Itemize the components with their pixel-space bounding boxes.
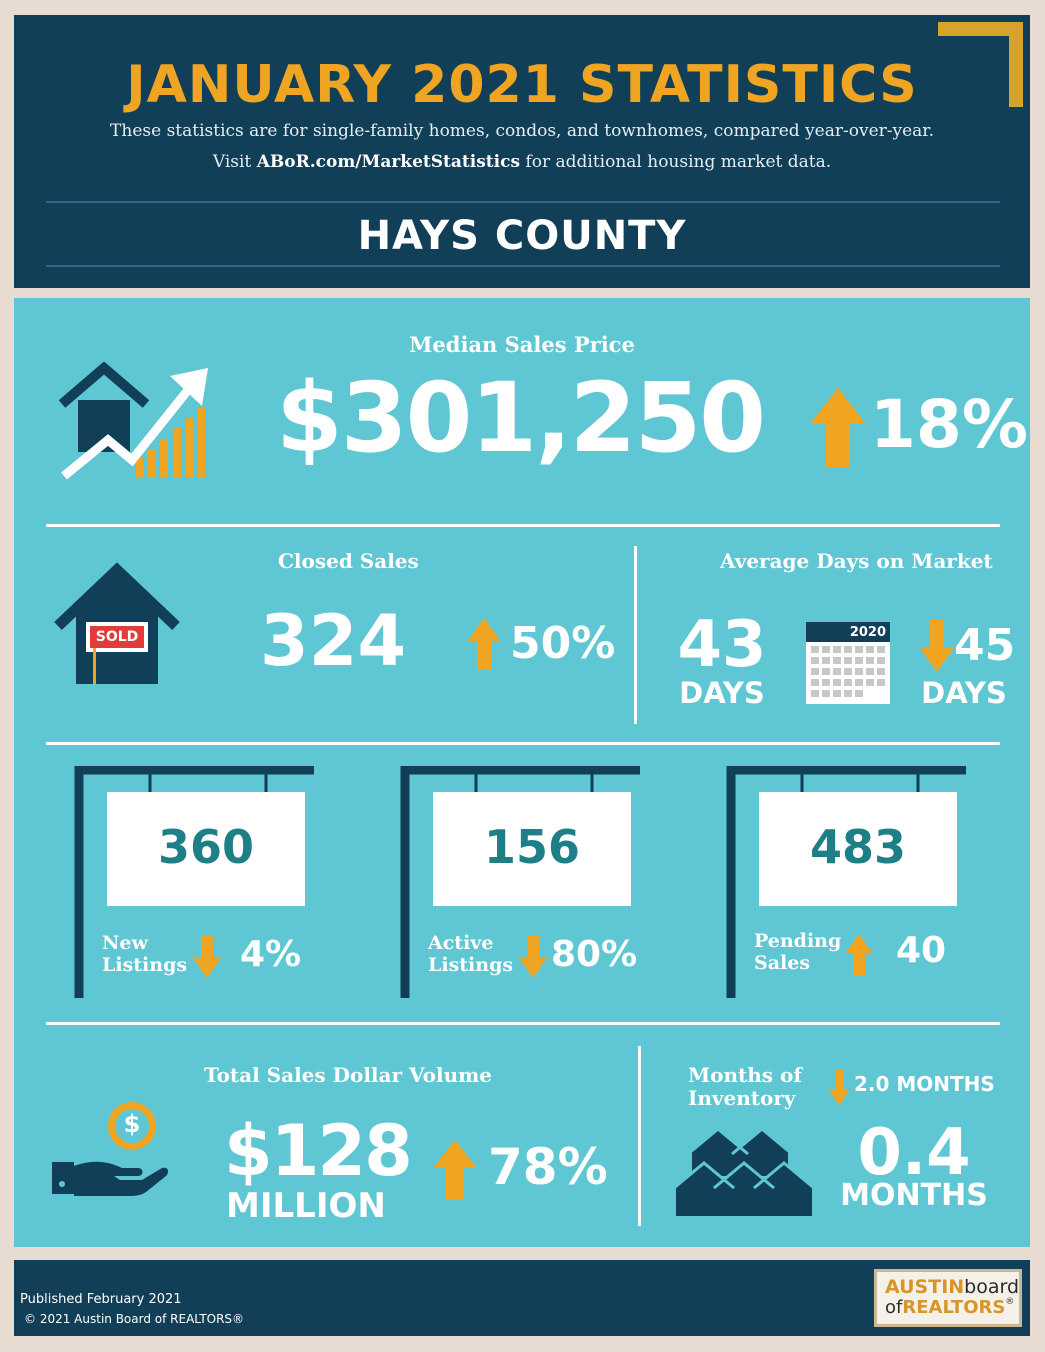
pending-sales-change: 40 (896, 930, 947, 971)
pending-sales-value: 483 (809, 820, 907, 874)
logo-realtors: REALTORS (902, 1297, 1006, 1318)
subtitle-visit: Visit (212, 152, 252, 172)
arrow-up-icon (808, 388, 868, 472)
footer (14, 1260, 1030, 1336)
houses-icon (674, 1126, 814, 1222)
pending-sales-label-2: Sales (754, 952, 811, 974)
logo-of: of (885, 1297, 903, 1318)
months-inventory-change: 2.0 MONTHS (854, 1072, 995, 1096)
austin-board-logo[interactable] (874, 1269, 1022, 1327)
arrow-down-icon (192, 936, 222, 982)
logo-registered: ® (1005, 1297, 1015, 1307)
active-listings-card (400, 766, 650, 998)
active-listings-label-1: Active (428, 932, 494, 954)
section-divider-1 (46, 524, 1000, 527)
months-inventory-label-1: Months of (688, 1063, 802, 1087)
new-listings-change: 4% (240, 934, 302, 975)
dollar-volume-value: $128 (224, 1110, 411, 1192)
market-statistics-link[interactable]: ABoR.com/MarketStatistics (256, 152, 521, 172)
section-divider-vertical-1 (634, 546, 637, 724)
arrow-up-icon (432, 1140, 478, 1204)
subtitle-rest: for additional housing market data. (525, 152, 832, 172)
active-listings-change: 80% (551, 934, 638, 975)
copyright: © 2021 Austin Board of REALTORS® (24, 1312, 245, 1326)
median-sales-price-value: $301,250 (276, 362, 765, 474)
median-sales-price-change: 18% (870, 386, 1028, 463)
new-listings-label-1: New (102, 932, 148, 954)
new-listings-card (74, 766, 324, 998)
days-on-market-label: Average Days on Market (720, 549, 993, 573)
statistics-panel (14, 298, 1030, 1247)
published-date: Published February 2021 (20, 1292, 182, 1307)
arrow-down-icon (518, 936, 548, 982)
active-listings-value: 156 (483, 820, 581, 874)
logo-austin: AUSTIN (885, 1276, 965, 1298)
section-divider-3 (46, 1022, 1000, 1025)
logo-line-2 (885, 1297, 1014, 1318)
days-on-market-value: 43 (677, 608, 767, 682)
coin-dollar-sign: $ (123, 1110, 141, 1138)
money-hand-icon (50, 1098, 170, 1202)
county-title: HAYS COUNTY (357, 213, 687, 259)
closed-sales-value: 324 (260, 600, 407, 682)
new-listings-label-2: Listings (102, 954, 188, 976)
logo-board: board (964, 1276, 1020, 1298)
section-divider-2 (46, 742, 1000, 745)
arrow-down-icon (919, 620, 955, 676)
months-inventory-label-2: Inventory (688, 1086, 796, 1110)
closed-sales-label: Closed Sales (278, 549, 419, 573)
dollar-volume-label: Total Sales Dollar Volume (204, 1063, 493, 1087)
house-growth-icon (58, 362, 218, 486)
median-sales-price-label: Median Sales Price (409, 332, 635, 357)
calendar-icon (806, 622, 890, 704)
dollar-volume-change: 78% (488, 1138, 608, 1196)
calendar-year: 2020 (849, 625, 886, 640)
header-banner (14, 15, 1030, 288)
days-on-market-change-unit: DAYS (921, 676, 1007, 710)
pending-sales-card (726, 766, 976, 998)
pending-sales-label-1: Pending (754, 930, 842, 952)
active-listings-label-2: Listings (428, 954, 514, 976)
new-listings-value: 360 (157, 820, 255, 874)
months-inventory-unit: MONTHS (840, 1178, 988, 1213)
months-inventory-value: 0.4 (857, 1116, 971, 1190)
days-on-market-unit: DAYS (679, 676, 765, 710)
arrow-up-icon (844, 934, 874, 980)
sold-house-icon (52, 562, 182, 694)
arrow-up-icon (466, 618, 502, 674)
days-on-market-change: 45 (954, 620, 1016, 671)
subtitle-line-1: These statistics are for single-family homes, condos, and townhomes, compared year-over-year. (110, 121, 934, 141)
header-divider-bottom (46, 265, 1000, 267)
closed-sales-change: 50% (510, 618, 616, 669)
dollar-volume-unit: MILLION (226, 1186, 386, 1226)
subtitle-line-2 (14, 152, 1030, 172)
sold-sign-text: SOLD (95, 629, 139, 645)
logo-line-1 (885, 1276, 1019, 1298)
header-divider-top (46, 201, 1000, 203)
section-divider-vertical-2 (638, 1046, 641, 1226)
arrow-down-icon (828, 1070, 850, 1110)
page-title: JANUARY 2021 STATISTICS (126, 55, 918, 115)
